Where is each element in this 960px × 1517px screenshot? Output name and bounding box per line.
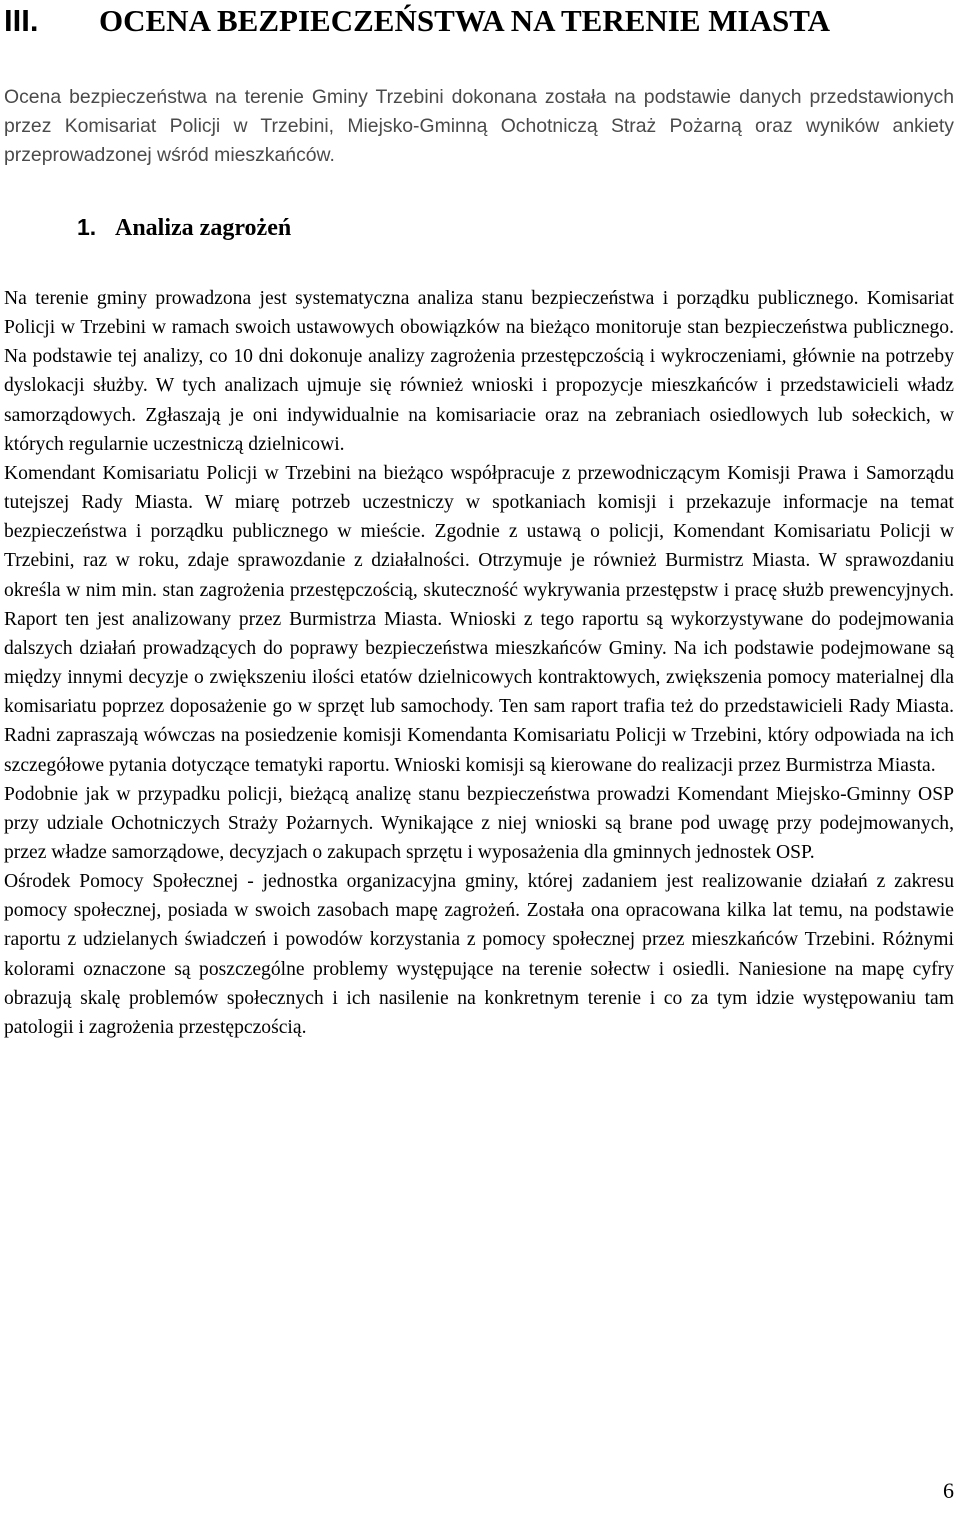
paragraph-commandant-cooperation: Komendant Komisariatu Policji w Trzebini na bieżąco współpracuje z przewodniczącym Komisji Prawa i Samorządu tutejszej Rady Miasta. W miarę potrzeb uczestniczy w spotkaniach komisji i przekazuje informacje na temat bezpieczeństwa i porządku publicznego w mieście. Zgodnie z ustawą o policji, Komendant Komisariatu Policji w Trzebini, raz w roku, zdaje sprawozdanie z działalności. Otrzymuje je również Burmistrz Miasta. W sprawozdaniu określa w nim min. stan zagrożenia przestępczością, skuteczność wykrywania przestępstw i pracę służb prewencyjnych. Raport ten jest analizowany przez Burmistrza Miasta. Wnioski z tego raportu są wykorzystywane do podejmowania dalszych działań prowadzących do poprawy bezpieczeństwa mieszkańców Gminy. Na ich podstawie podejmowane są między innymi decyzje o zwiększeniu ilości etatów dzielnicowych kontraktowych, zwiększenia pomocy materialnej dla komisariatu poprzez doposażenie go w sprzęt lub samochody. Ten sam raport trafia też do przedstawicieli Rady Miasta. Radni zapraszają wówczas na posiedzenie komisji Komendanta Komisariatu Policji w Trzebini, który odpowiada na ich szczegółowe pytania dotyczące tematyki raportu. Wnioski komisji są kierowane do realizacji przez Burmistrza Miasta. [4,462,954,776]
paragraph-police-analysis: Na terenie gminy prowadzona jest systematyczna analiza stanu bezpieczeństwa i porządku publicznego. Komisariat Policji w Trzebini w ramach swoich ustawowych obowiązków na bieżąco monitoruje stan bezpieczeństwa publicznego. Na podstawie tej analizy, co 10 dni dokonuje analizy zagrożenia przestępczością i wykroczeniami, głównie na potrzeby dyslokacji służby. W tych analizach ujmuje się również wnioski i propozycje mieszkańców i przedstawicieli władz samorządowych. Zgłaszają je oni indywidualnie na komisariacie oraz na zebraniach osiedlowych lub sołeckich, w których regularnie uczestniczą dzielnicowi. [4,288,954,455]
section-heading [77,210,291,245]
chapter-title [4,2,830,40]
page-number: 6 [943,1478,954,1503]
paragraph-osp-analysis: Podobnie jak w przypadku policji, bieżącą analizę stanu bezpieczeństwa prowadzi Komendant Miejsko-Gminny OSP przy udziale Ochotniczych Straży Pożarnych. Wynikające z niej wnioski są brane pod uwagę przy podejmowanych, przez władze samorządowe, decyzjach o zakupach sprzętu i wyposażenia dla gminnych jednostek OSP. [4,783,954,863]
section-title: Analiza zagrożeń [115,215,292,241]
chapter-title-text: OCENA BEZPIECZEŃSTWA NA TERENIE MIASTA [99,3,830,38]
chapter-number: III. [4,3,39,38]
intro-paragraph: Ocena bezpieczeństwa na terenie Gminy Trzebini dokonana została na podstawie danych przedstawionych przez Komisariat Policji w Trzebini, Miejsko-Gminną Ochotniczą Straż Pożarną oraz wyników ankiety przeprowadzonej wśród mieszkańców. [4,86,954,166]
section-number: 1. [77,214,97,240]
body-text [4,284,954,1042]
paragraph-social-welfare: Ośrodek Pomocy Społecznej - jednostka organizacyjna gminy, której zadaniem jest realizowanie działań z zakresu pomocy społecznej, posiada w swoich zasobach mapę zagrożeń. Została ona opracowana kilka lat temu, na podstawie raportu z udzielanych świadczeń i powodów korzystania z pomocy społecznej przez mieszkańców Trzebini. Różnymi kolorami oznaczone są poszczególne problemy występujące na terenie sołectw i osiedli. Naniesione na mapę cyfry obrazują skalę problemów społecznych i ich nasilenie na konkretnym terenie i co za tym idzie występowaniu tam patologii i zagrożenia przestępczością. [4,871,954,1038]
